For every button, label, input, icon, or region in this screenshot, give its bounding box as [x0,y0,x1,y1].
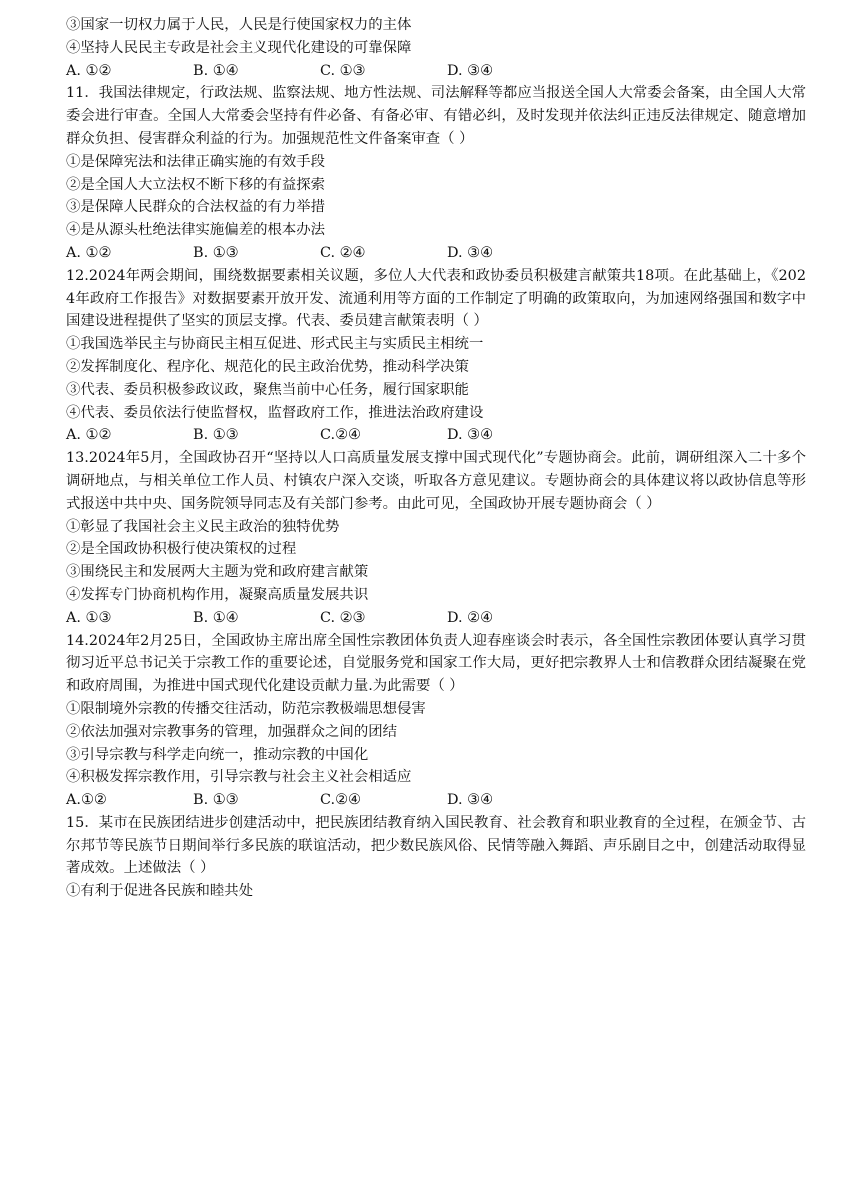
choice-a: A.①② [66,792,107,809]
option-item: ③是保障人民群众的合法权益的有力举措 [66,199,326,216]
choice-a: A. ①② [66,427,112,444]
choice-d: D. ③④ [447,792,493,809]
option-item: ③国家一切权力属于人民，人民是行使国家权力的主体 [66,17,412,33]
question-13 [66,447,806,629]
option-item: ①是保障宪法和法律正确实施的有效手段 [66,153,326,170]
question-11 [66,82,806,264]
choice-d: D. ③④ [447,62,493,79]
answer-choices [66,242,806,265]
choice-c: C. ②④ [320,244,366,261]
question-stem: 14.2024年2月25日，全国政协主席出席全国性宗教团体负责人迎春座谈会时表示，各全国性宗教团体要认真学习贯彻习近平总书记关于宗教工作的重要论述，自觉服务党和国家工作大局，更好把宗教界人士和信教群众团结凝聚在党和政府周围，为推进中国式现代化建设贡献力量.为此需要（ ） [66,632,806,695]
option-item: ④代表、委员依法行使监督权，监督政府工作，推进法治政府建设 [66,404,484,421]
question-stem: 15．某市在民族团结进步创建活动中，把民族团结教育纳入国民教育、社会教育和职业教育的全过程，在颁金节、古尔邦节等民族节日期间举行多民族的联谊活动，把少数民族风俗、民情等融入舞蹈、声乐剧目之中，创建活动取得显著成效。上述做法（ ） [66,814,806,877]
choice-d: D. ②④ [447,609,493,626]
answer-choices [66,424,806,447]
option-item: ④发挥专门协商机构作用，凝聚高质量发展共识 [66,586,369,603]
option-item: ①我国选举民主与协商民主相互促进、形式民主与实质民主相统一 [66,336,484,353]
question-10 [66,14,806,82]
choice-c: C. ①③ [320,62,366,79]
choice-c: C.②④ [320,427,361,444]
option-item: ②依法加强对宗教事务的管理，加强群众之间的团结 [66,723,397,740]
choice-a: A. ①③ [66,609,112,626]
option-item: ①限制境外宗教的传播交往活动，防范宗教极端思想侵害 [66,700,426,717]
choice-c: C. ②③ [320,609,366,626]
question-stem: 12.2024年两会期间，围绕数据要素相关议题，多位人大代表和政协委员积极建言献策共18项。在此基础上，《2024年政府工作报告》对数据要素开放开发、流通利用等方面的工作制定了明确的政策取向，为加速网络强国和数字中国建设进程提供了坚实的顶层支撑。代表、委员建言献策表明（ ） [66,267,806,330]
option-item: ③引导宗教与科学走向统一，推动宗教的中国化 [66,746,369,763]
question-stem: 13.2024年5月，全国政协召开“坚持以人口高质量发展支撑中国式现代化”专题协商会。此前，调研组深入二十多个调研地点，与相关单位工作人员、村镇农户深入交谈，听取各方意见建议。专题协商会的具体建议将以政协信息等形式报送中共中央、国务院领导同志及有关部门参考。由此可见，全国政协开展专题协商会（ ） [66,450,806,512]
option-item: ④坚持人民民主专政是社会主义现代化建设的可靠保障 [66,39,412,56]
choice-b: B. ①③ [193,244,239,261]
question-stem: 11．我国法律规定，行政法规、监察法规、地方性法规、司法解释等都应当报送全国人大常委会备案，由全国人大常委会进行审查。全国人大常委会坚持有件必备、有备必审、有错必纠，及时发现并依法纠正违反法律规定、随意增加群众负担、侵害群众利益的行为。加强规范性文件备案审查（ ） [66,85,806,147]
answer-choices [66,607,806,630]
option-item: ①彰显了我国社会主义民主政治的独特优势 [66,518,340,535]
option-item: ③代表、委员积极参政议政，聚焦当前中心任务，履行国家职能 [66,381,469,398]
choice-a: A. ①② [66,62,112,79]
exam-page [66,14,806,903]
answer-choices [66,60,806,83]
option-item: ②是全国政协积极行使决策权的过程 [66,541,297,558]
choice-d: D. ③④ [447,427,493,444]
question-14 [66,630,806,812]
option-item: ②发挥制度化、程序化、规范化的民主政治优势，推动科学决策 [66,358,469,375]
option-item: ②是全国人大立法权不断下移的有益探索 [66,176,326,193]
question-15 [66,812,806,903]
question-12 [66,265,806,447]
choice-a: A. ①② [66,244,112,261]
option-item: ③围绕民主和发展两大主题为党和政府建言献策 [66,564,369,581]
choice-c: C.②④ [320,792,361,809]
option-item: ①有利于促进各民族和睦共处 [66,883,254,900]
choice-b: B. ①③ [193,792,239,809]
option-item: ④积极发挥宗教作用，引导宗教与社会主义社会相适应 [66,769,412,786]
choice-b: B. ①③ [193,427,239,444]
choice-b: B. ①④ [193,609,239,626]
answer-choices [66,789,806,812]
option-item: ④是从源头杜绝法律实施偏差的根本办法 [66,222,326,239]
choice-b: B. ①④ [193,62,239,79]
choice-d: D. ③④ [447,244,493,261]
